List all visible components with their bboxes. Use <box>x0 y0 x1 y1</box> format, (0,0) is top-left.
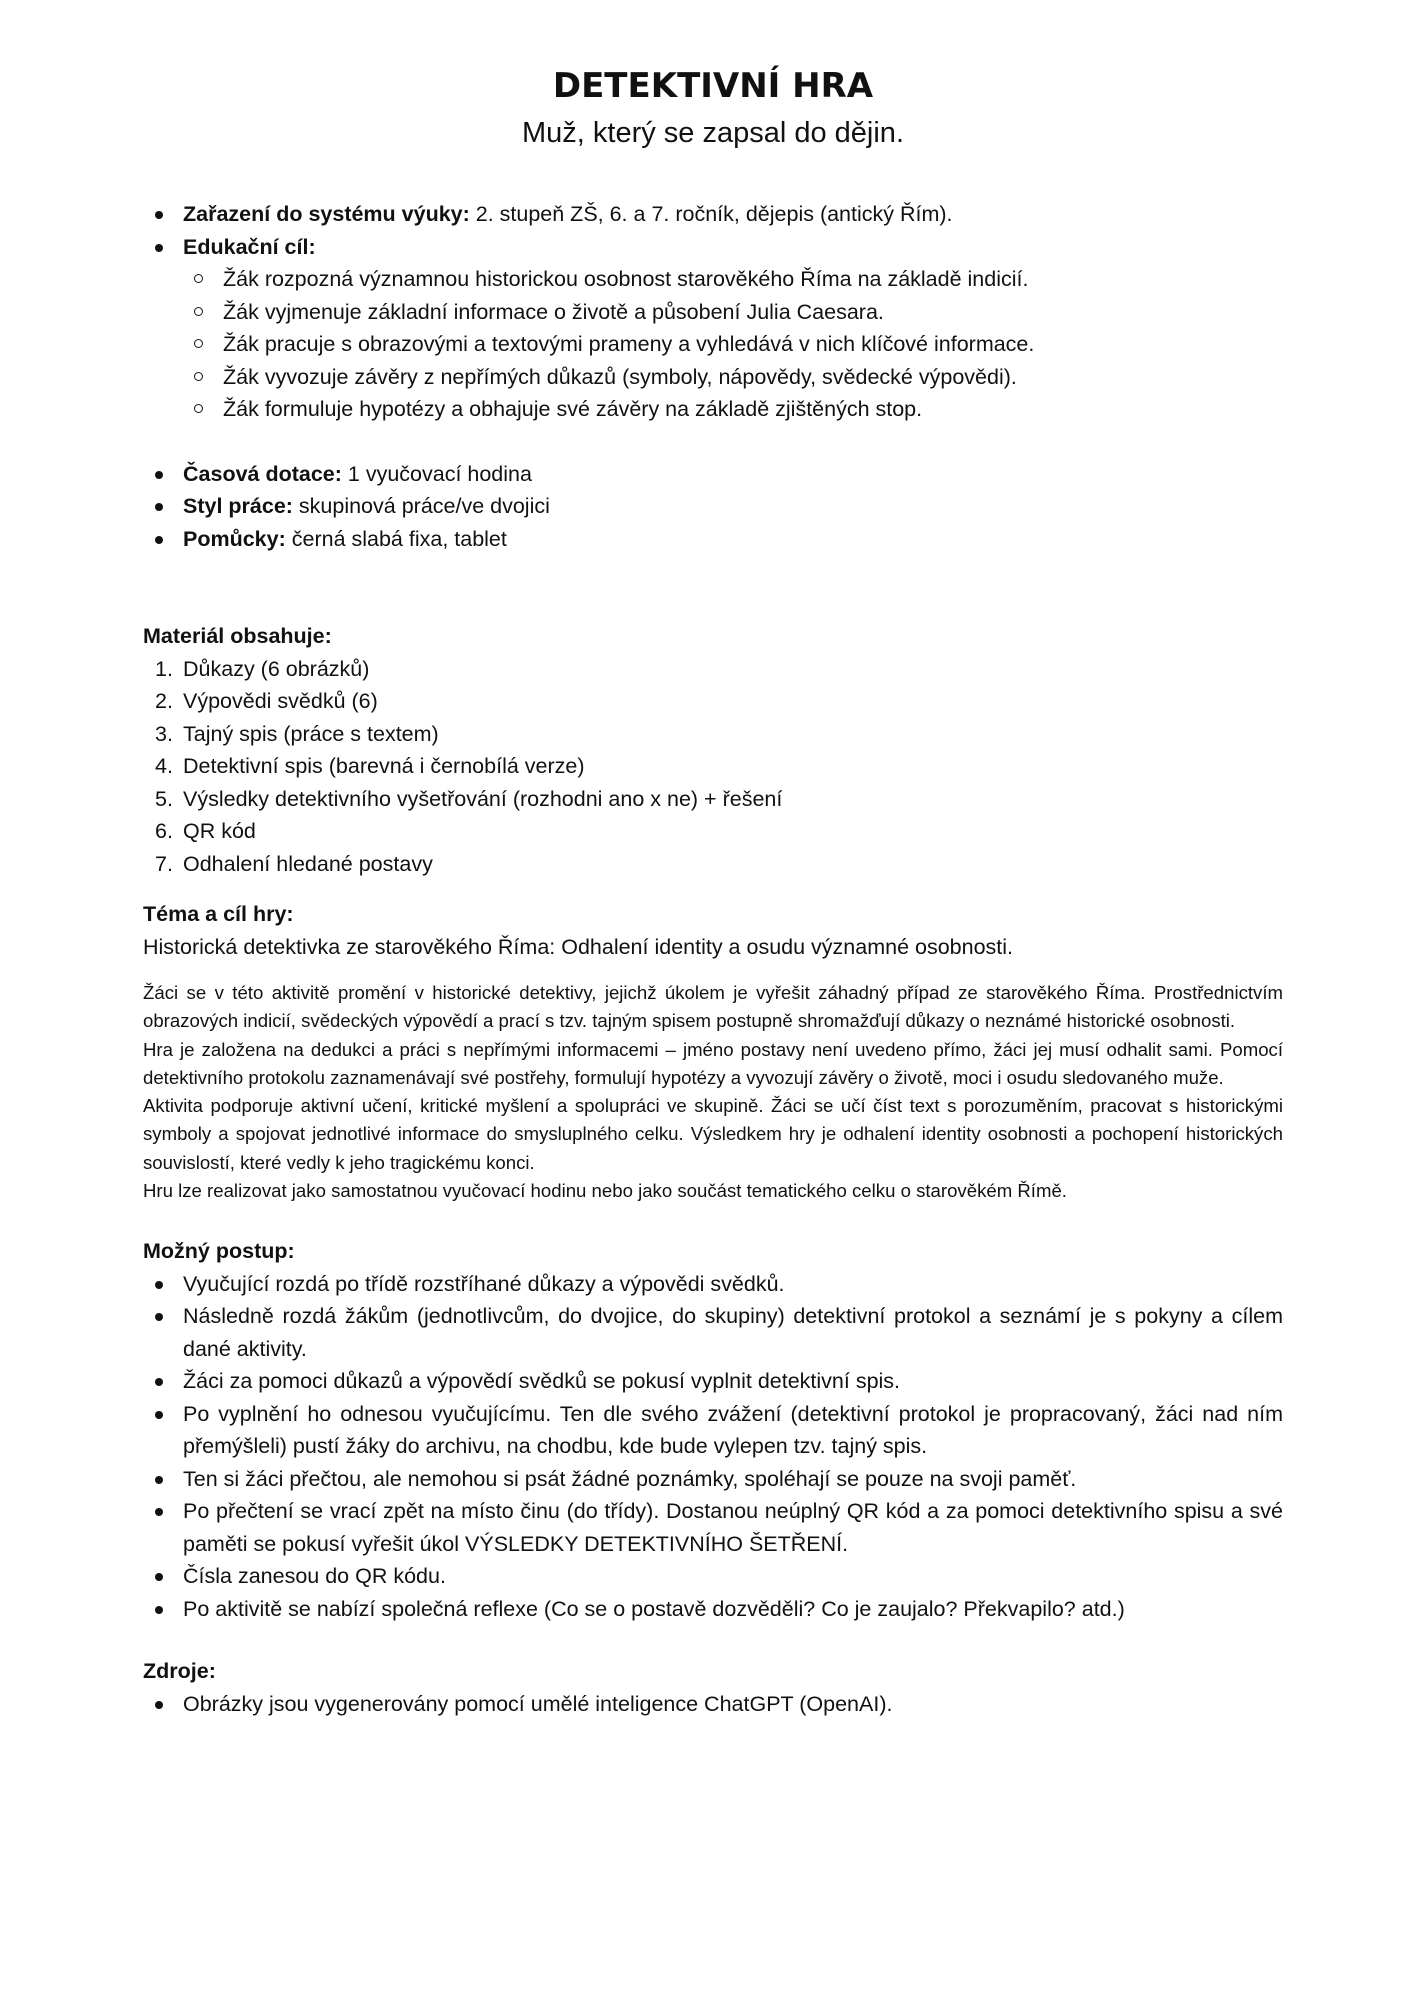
item-text: Důkazy (6 obrázků) <box>183 656 370 681</box>
bullet-icon <box>155 1701 163 1709</box>
material-item <box>143 718 1283 751</box>
zdroje-item-text: Obrázky jsou vygenerovány pomocí umělé inteligence ChatGPT (OpenAI). <box>183 1691 893 1716</box>
postup-item <box>143 1365 1283 1398</box>
spacer <box>143 1625 1283 1655</box>
material-heading: Materiál obsahuje: <box>143 624 332 648</box>
item-number: 6. <box>155 819 173 843</box>
spacer <box>143 555 1283 620</box>
info-label: Styl práce: <box>183 494 293 518</box>
postup-item-text: Ten si žáci přečtou, ale nemohou si psát žádné poznámky, spoléhají se pouze na svoji paměť. <box>183 1466 1077 1491</box>
item-text: Výpovědi svědků (6) <box>183 689 378 713</box>
postup-item <box>143 1300 1283 1365</box>
info-item-casova <box>143 458 1283 491</box>
cil-item-text: Žák vyvozuje závěry z nepřímých důkazů (symboly, nápovědy, svědecké výpovědi). <box>223 364 1017 389</box>
bullet-icon <box>155 1573 163 1581</box>
postup-item-text: Čísla zanesou do QR kódu. <box>183 1564 446 1589</box>
cil-item-text: Žák vyjmenuje základní informace o životě a působení Julia Caesara. <box>223 299 884 324</box>
item-number: 5. <box>155 786 173 811</box>
bullet-icon <box>155 536 163 544</box>
material-item <box>143 685 1283 718</box>
material-item <box>143 815 1283 848</box>
info-item-cil <box>143 231 1283 426</box>
cil-item <box>183 263 1283 296</box>
bullet-icon <box>155 1606 163 1614</box>
item-text: QR kód <box>183 819 256 843</box>
bullet-icon <box>155 1281 163 1289</box>
item-text: Tajný spis (práce s textem) <box>183 721 439 746</box>
postup-item-text: Po vyplnění ho odnesou vyučujícímu. Ten dle svého zvážení (detektivní protokol je propracovaný, žáci nad ním přemýšleli) pustí žáky do archivu, na chodbu, kde bude vylepen tzv. tajný spis. <box>183 1401 1283 1459</box>
postup-item <box>143 1398 1283 1463</box>
zdroje-list <box>143 1688 1283 1721</box>
bullet-icon <box>155 1476 163 1484</box>
item-text: Detektivní spis (barevná i černobílá verze) <box>183 754 585 778</box>
postup-item <box>143 1560 1283 1593</box>
postup-item <box>143 1268 1283 1301</box>
bullet-icon <box>155 503 163 511</box>
material-item <box>143 783 1283 816</box>
bullet-icon <box>155 1378 163 1386</box>
postup-item <box>143 1593 1283 1626</box>
spacer <box>143 880 1283 898</box>
postup-heading: Možný postup: <box>143 1239 295 1264</box>
info-label: Edukační cíl: <box>183 234 316 259</box>
document-page <box>143 62 1283 1720</box>
circle-bullet-icon <box>194 372 203 381</box>
circle-bullet-icon <box>194 404 203 413</box>
cil-item <box>183 296 1283 329</box>
tema-paragraph: Hru lze realizovat jako samostatnou vyučovací hodinu nebo jako součást tematického celku o starověkém Římě. <box>143 1180 1067 1202</box>
document-subtitle: Muž, který se zapsal do dějin. <box>521 117 904 149</box>
cil-sublist <box>183 263 1283 426</box>
postup-item <box>143 1495 1283 1560</box>
info-value: 1 vyučovací hodina <box>341 461 532 486</box>
cil-item <box>183 328 1283 361</box>
cil-item <box>183 361 1283 394</box>
circle-bullet-icon <box>194 274 203 283</box>
info-value: 2. stupeň ZŠ, 6. a 7. ročník, dějepis (antický Řím). <box>469 202 953 226</box>
circle-bullet-icon <box>194 339 203 348</box>
bullet-icon <box>155 471 163 479</box>
cil-item <box>183 393 1283 426</box>
postup-item-text: Následně rozdá žákům (jednotlivcům, do dvojice, do skupiny) detektivní protokol a seznámí je s pokyny a cílem dané aktivity. <box>183 1304 1283 1361</box>
postup-list <box>143 1268 1283 1626</box>
zdroje-item <box>143 1688 1283 1721</box>
postup-item-text: Žáci za pomoci důkazů a výpovědí svědků se pokusí vyplnit detektivní spis. <box>183 1369 901 1394</box>
info-value: černá slabá fixa, tablet <box>285 526 507 551</box>
bullet-icon <box>155 1411 163 1419</box>
material-item <box>143 848 1283 881</box>
item-number: 7. <box>155 851 173 876</box>
circle-bullet-icon <box>194 307 203 316</box>
info-item-styl <box>143 490 1283 523</box>
bullet-icon <box>155 211 163 219</box>
postup-item-text: Po přečtení se vrací zpět na místo činu (do třídy). Dostanou neúplný QR kód a za pomoci detektivního spisu a své paměti se pokusí vyřešit úkol VÝSLEDKY DETEKTIVNÍHO ŠETŘENÍ. <box>183 1499 1283 1556</box>
tema-text: Historická detektivka ze starověkého Říma: Odhalení identity a osudu významné osobnosti. <box>143 934 1014 959</box>
material-item <box>143 653 1283 686</box>
cil-item-text: Žák rozpozná významnou historickou osobnost starověkého Říma na základě indicií. <box>223 267 1029 291</box>
bullet-icon <box>155 1508 163 1516</box>
info-label: Časová dotace: <box>183 461 342 486</box>
postup-item-text: Vyučující rozdá po třídě rozstříhané důkazy a výpovědi svědků. <box>183 1271 785 1296</box>
material-item <box>143 750 1283 783</box>
item-number: 3. <box>155 721 173 746</box>
info-label: Zařazení do systému výuky: <box>183 202 470 226</box>
tema-paragraph: Aktivita podporuje aktivní učení, kritické myšlení a spolupráci ve skupině. Žáci se učí číst text s porozuměním, pracovat s historickými symboly a spojovat jednotlivé informace do smysluplného celku. Výsledkem hry je odhalení identity osobnosti a pochopení historických souvislostí, které vedly k jeho tragickému konci. <box>143 1095 1283 1173</box>
tema-paragraph: Žáci se v této aktivitě promění v historické detektivy, jejichž úkolem je vyřešit záhadný případ ze starověkého Říma. Prostřednictvím obrazových indicií, svědeckých výpovědí a prací s tzv. tajným spisem postupně shromažďují důkazy o neznámé historické osobnosti. <box>143 982 1283 1032</box>
info-item-zarazeni <box>143 198 1283 231</box>
info-list <box>143 198 1283 555</box>
item-text: Výsledky detektivního vyšetřování (rozhodni ano x ne) + řešení <box>183 786 783 811</box>
info-value: skupinová práce/ve dvojici <box>292 494 550 518</box>
info-item-pomucky <box>143 523 1283 556</box>
spacer <box>143 1205 1283 1235</box>
postup-item-text: Po aktivitě se nabízí společná reflexe (Co se o postavě dozvěděli? Co je zaujalo? Překvapilo? atd.) <box>183 1596 1125 1621</box>
item-number: 2. <box>155 689 173 713</box>
cil-item-text: Žák pracuje s obrazovými a textovými prameny a vyhledává v nich klíčové informace. <box>223 332 1035 356</box>
zdroje-heading: Zdroje: <box>143 1659 216 1684</box>
item-number: 1. <box>155 656 173 681</box>
item-text: Odhalení hledané postavy <box>183 851 433 876</box>
tema-heading: Téma a cíl hry: <box>143 902 294 926</box>
tema-paragraph: Hra je založena na dedukci a práci s nepřímými informacemi – jméno postavy není uvedeno přímo, žáci jej musí odhalit sami. Pomocí detektivního protokolu zaznamenávají své postřehy, formulují hypotézy a vyvozují závěry o životě, moci i osudu sledovaného muže. <box>143 1038 1283 1088</box>
spacer <box>143 963 1283 979</box>
bullet-icon <box>155 244 163 252</box>
material-list <box>143 653 1283 881</box>
item-number: 4. <box>155 754 173 778</box>
document-title: DETEKTIVNÍ HRA <box>552 66 874 106</box>
postup-item <box>143 1463 1283 1496</box>
cil-item-text: Žák formuluje hypotézy a obhajuje své závěry na základě zjištěných stop. <box>223 397 923 421</box>
bullet-icon <box>155 1313 163 1321</box>
spacer <box>143 426 1283 458</box>
info-label: Pomůcky: <box>183 526 286 551</box>
